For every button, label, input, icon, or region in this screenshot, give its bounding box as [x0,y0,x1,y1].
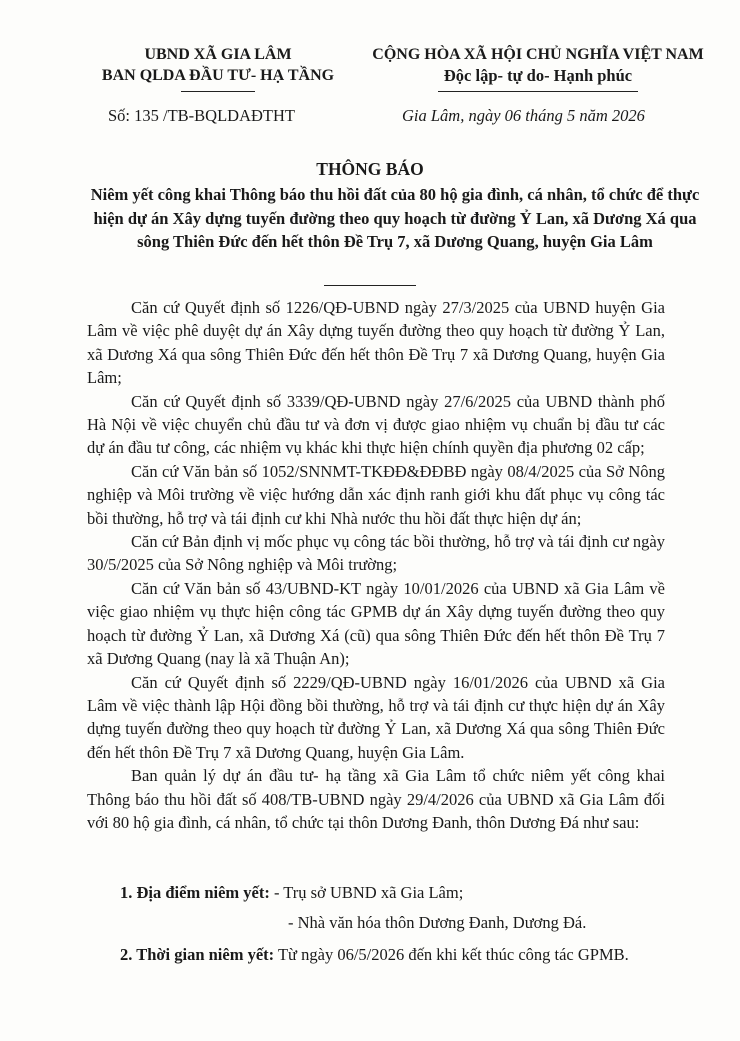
document-title: THÔNG BÁO [316,159,424,179]
paragraph: Căn cứ Văn bản số 1052/SNNMT-TKĐĐ&ĐĐBĐ ngày 08/4/2025 của Sở Nông nghiệp và Môi trường về việc hướng dẫn xác định ranh giới khu đất phục vụ công tác bồi thường, hỗ trợ và tái định cư khi Nhà nước thu hồi đất thực hiện dự án; [87,461,665,528]
agency-header [88,44,348,86]
document-body [87,296,665,834]
agency-line-1: UBND XÃ GIA LÂM [144,46,292,63]
location-label: 1. Địa điểm niêm yết: [120,883,270,902]
agency-underline [181,91,255,92]
paragraph: Căn cứ Quyết định số 2229/QĐ-UBND ngày 16/01/2026 của UBND xã Gia Lâm về việc thành lập Hội đồng bồi thường, hỗ trợ và tái định cư thực hiện dự án Xây dựng tuyến đường theo quy hoạch từ đường Ỷ Lan, xã Dương Xá qua sông Thiên Đức đến hết thôn Đề Trụ 7 xã Dương Quang, huyện Gia Lâm. [87,672,665,762]
time-label: 2. Thời gian niêm yết: [120,945,275,964]
national-motto: Độc lập- tự do- Hạnh phúc [443,66,633,85]
paragraph: Căn cứ Quyết định số 1226/QĐ-UBND ngày 27/3/2025 của UBND huyện Gia Lâm về việc phê duyệt dự án Xây dựng tuyến đường theo quy hoạch từ đường Ỷ Lan, xã Dương Xá qua sông Thiên Đức đến hết thôn Đề Trụ 7 xã Dương Quang, huyện Gia Lâm; [87,298,665,388]
national-header [352,44,724,86]
motto-underline [438,91,638,92]
paragraph: Căn cứ Văn bản số 43/UBND-KT ngày 10/01/2026 của UBND xã Gia Lâm về việc giao nhiệm vụ thực hiện công tác GPMB dự án Xây dựng tuyến đường theo quy hoạch từ đường Ỷ Lan, xã Dương Xá (cũ) qua sông Thiên Đức đến hết thôn Đề Trụ 7 xã Dương Quang (nay là xã Thuận An); [87,578,665,669]
national-title: CỘNG HÒA XÃ HỘI CHỦ NGHĨA VIỆT NAM [372,46,704,63]
document-subtitle: Niêm yết công khai Thông báo thu hồi đất của 80 hộ gia đình, cá nhân, tổ chức để thực hiện dự án Xây dựng tuyến đường theo quy hoạch từ đường Ỷ Lan, xã Dương Xá qua sông Thiên Đức đến hết thôn Đề Trụ 7, xã Dương Quang, huyện Gia Lâm [90,185,700,251]
list-item-time [120,945,629,965]
paragraph: Căn cứ Bản định vị mốc phục vụ công tác bồi thường, hỗ trợ và tái định cư ngày 30/5/2025 của Sở Nông nghiệp và Môi trường; [87,532,665,575]
list-item-location-2 [288,913,586,933]
agency-line-2: BAN QLDA ĐẦU TƯ- HẠ TẦNG [101,67,335,84]
location-value: - Trụ sở UBND xã Gia Lâm; [273,883,464,902]
time-value: Từ ngày 06/5/2026 đến khi kết thúc công tác GPMB. [277,945,629,964]
location-value-2: - Nhà văn hóa thôn Dương Đanh, Dương Đá. [288,913,587,932]
list-item-location [120,883,463,903]
document-number: Số: 135 /TB-BQLDAĐTHT [108,106,295,125]
paragraph: Căn cứ Quyết định số 3339/QĐ-UBND ngày 27/6/2025 của UBND thành phố Hà Nội về việc chuyển chủ đầu tư và đơn vị được giao nhiệm vụ chuẩn bị đầu tư các dự án đầu tư công, các nhiệm vụ khác khi thực hiện chính quyền địa phương 02 cấp; [87,391,665,458]
paragraph: Ban quản lý dự án đầu tư- hạ tầng xã Gia Lâm tổ chức niêm yết công khai Thông báo thu hồi đất số 408/TB-UBND ngày 29/4/2026 của UBND xã Gia Lâm đối với 80 hộ gia đình, cá nhân, tổ chức tại thôn Dương Đanh, thôn Dương Đá như sau: [87,766,665,832]
place-date: Gia Lâm, ngày 06 tháng 5 năm 2026 [402,106,645,125]
subtitle-underline [324,285,416,286]
